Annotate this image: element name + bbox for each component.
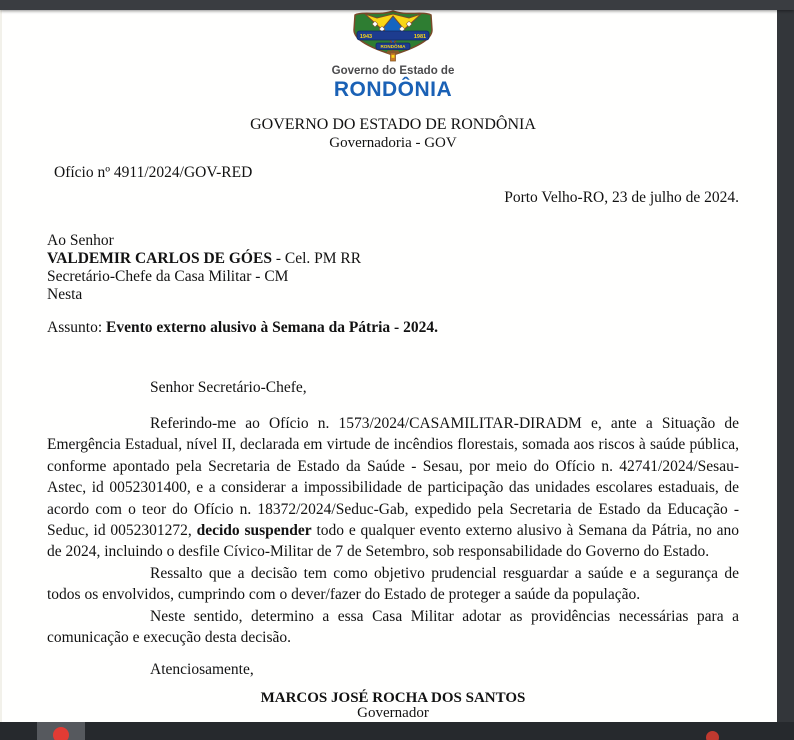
closing: Atenciosamente, — [150, 661, 254, 679]
letter-header-line1: GOVERNO DO ESTADO DE RONDÔNIA — [250, 116, 536, 133]
org-line2: RONDÔNIA — [333, 78, 453, 101]
letter-reference-number: Ofício nº 4911/2024/GOV-RED — [54, 164, 253, 181]
recipient-name-suffix: - Cel. PM RR — [271, 250, 362, 267]
recipient-place: Nesta — [47, 286, 83, 303]
recipient-name: VALDEMIR CARLOS DE GÓES — [47, 250, 272, 267]
taskbar-active-segment[interactable] — [37, 722, 85, 740]
red-app-icon[interactable] — [53, 727, 69, 740]
letter-dateline: Porto Velho-RO, 23 de julho de 2024. — [504, 189, 739, 206]
p1-bold-decision: decido suspender — [196, 522, 312, 540]
subject-label: Assunto: — [47, 319, 106, 336]
rondonia-coat-of-arms-icon — [343, 10, 443, 62]
body-paragraph-3: Neste sentido, determino a essa Casa Militar adotar as providências necessárias para a comunicação e execução desta decisão. — [47, 607, 739, 647]
body-paragraph-1 — [47, 413, 739, 563]
subject-line — [47, 319, 739, 337]
salutation: Senhor Secretário-Chefe, — [150, 379, 307, 396]
coat-year-left: 1943 — [359, 34, 373, 40]
body-paragraph-2: Ressalto que a decisão tem como objetivo prudencial resguardar a saúde e a segurança de todos os envolvidos, cumprindo com o dever/fazer do Estado de proteger a saúde da população. — [47, 564, 739, 604]
signature-name: MARCOS JOSÉ ROCHA DOS SANTOS — [260, 690, 526, 707]
p1-post: todo e qualquer evento externo alusivo à Semana da Pátria, no ano de 2024, incluindo o desfile Cívico-Militar de 7 de Setembro, sob responsabilidade do Governo do Estado. — [47, 522, 740, 561]
letter-header-line2: Governadoria - GOV — [329, 135, 457, 151]
top-window-bar — [0, 0, 794, 10]
coat-year-right: 1981 — [413, 34, 427, 40]
recipient-role: Secretário-Chefe da Casa Militar - CM — [47, 268, 289, 285]
recipient-name-line — [47, 250, 739, 268]
p1-pre: Referindo-me ao Ofício n. 1573/2024/CASAMILITAR-DIRADM e, ante a Situação de Emergência Estadual, nível II, declarada em virtude de incêndios florestais, somada aos riscos à saúde pública, conforme apontado pela Secretaria de Estado da Saúde - Sesau, por meio do Ofício n. 42741/2024/Sesau-Astec, id 0052301400, e a considerar a impossibilidade de participação das unidades escolares estaduais, de acordo com o teor do Ofício n. 18372/2024/Seduc-Gab, expedido pela Secretaria de Estado da Educação - Seduc, id 0052301272, — [47, 415, 739, 540]
org-line1: Governo do Estado de — [331, 65, 455, 77]
official-letter — [2, 10, 779, 721]
recipient-block — [47, 232, 739, 304]
recipient-line1: Ao Senhor — [47, 232, 114, 249]
coat-ribbon-text: RONDÔNIA — [380, 44, 406, 50]
signature-role: Governador — [357, 705, 429, 722]
logo-wrap — [47, 10, 739, 62]
right-viewer-edge — [777, 0, 794, 740]
red-indicator-icon[interactable] — [706, 731, 719, 740]
document-page — [0, 10, 779, 722]
subject-text: Evento externo alusivo à Semana da Pátria - 2024. — [106, 319, 438, 336]
taskbar — [0, 722, 794, 740]
